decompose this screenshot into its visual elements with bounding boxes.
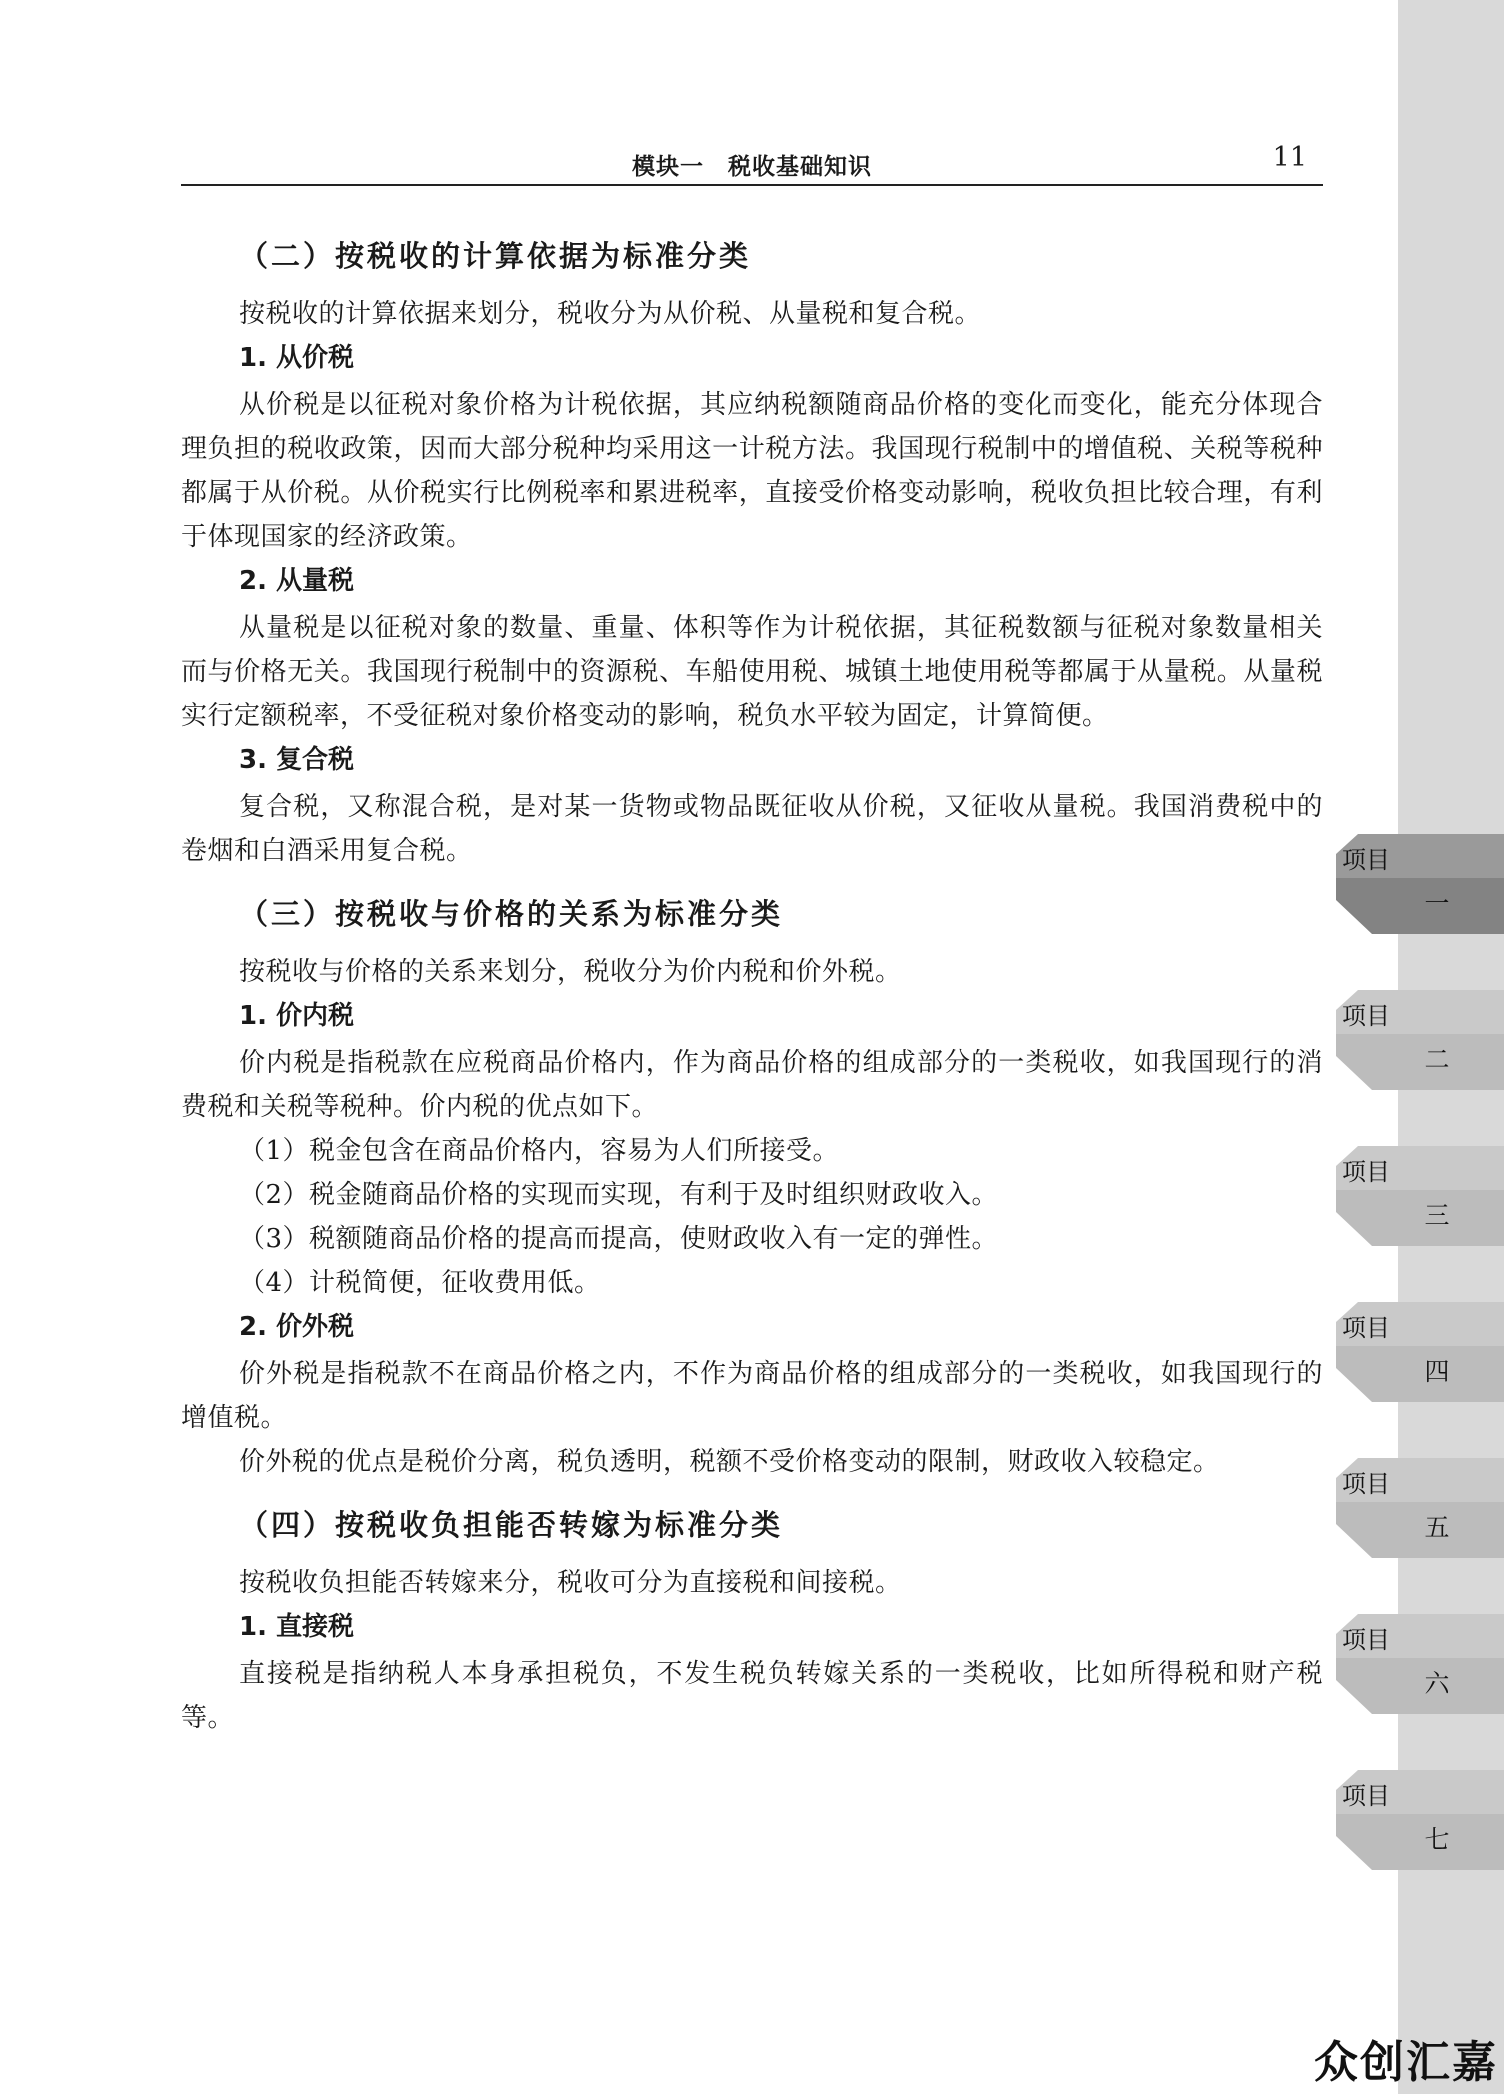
paragraph: 从量税是以征税对象的数量、重量、体积等作为计税依据，其征税数额与征税对象数量相关而与价格无关。我国现行税制中的资源税、车船使用税、城镇土地使用税等都属于从量税。从量税实行定额税率，不受征税对象价格变动的影响，税负水平较为固定，计算简便。 — [181, 613, 1323, 731]
subsection-title: 1. 价内税 — [239, 1001, 355, 1031]
side-tab-project-6[interactable] — [1336, 1614, 1504, 1714]
subsection-title: 3. 复合税 — [239, 745, 355, 775]
list-item: （1）税金包含在商品价格内，容易为人们所接受。 — [239, 1136, 840, 1166]
section-heading: （四）按税收负担能否转嫁为标准分类 — [239, 1508, 784, 1542]
section-intro: 按税收负担能否转嫁来分，税收可分为直接税和间接税。 — [239, 1568, 902, 1598]
paragraph: 直接税是指纳税人本身承担税负，不发生税负转嫁关系的一类税收，比如所得税和财产税等。 — [181, 1659, 1323, 1733]
side-tab-label: 项目 — [1342, 1626, 1390, 1654]
subsection-title: 1. 从价税 — [239, 343, 355, 373]
side-tab-project-3[interactable] — [1336, 1146, 1504, 1246]
paragraph: 复合税，又称混合税，是对某一货物或物品既征收从价税，又征收从量税。我国消费税中的卷烟和白酒采用复合税。 — [181, 792, 1323, 866]
side-tab-project-1[interactable] — [1336, 834, 1504, 934]
side-tab-number: 一 — [1424, 889, 1450, 918]
subsection-title: 2. 从量税 — [239, 566, 355, 596]
side-tab-project-2[interactable] — [1336, 990, 1504, 1090]
paragraph: 价内税是指税款在应税商品价格内，作为商品价格的组成部分的一类税收，如我国现行的消费税和关税等税种。价内税的优点如下。 — [181, 1048, 1323, 1122]
side-tab-label: 项目 — [1342, 1002, 1390, 1030]
side-tab-label: 项目 — [1342, 1158, 1390, 1186]
side-tab-number: 七 — [1424, 1825, 1450, 1854]
page-content — [181, 230, 1323, 1740]
side-tab-project-4[interactable] — [1336, 1302, 1504, 1402]
paragraph: 价外税是指税款不在商品价格之内，不作为商品价格的组成部分的一类税收，如我国现行的增值税。 — [181, 1359, 1323, 1433]
side-tab-label: 项目 — [1342, 1314, 1390, 1342]
header-title: 模块一 税收基础知识 — [632, 154, 872, 180]
side-tab-number: 三 — [1424, 1201, 1450, 1230]
page-number: 11 — [1272, 142, 1307, 173]
watermark-logo: 众创汇嘉 — [1314, 2037, 1498, 2088]
side-tab-number: 五 — [1424, 1513, 1450, 1542]
side-tab-label: 项目 — [1342, 1782, 1390, 1810]
side-tab-label: 项目 — [1342, 1470, 1390, 1498]
side-tab-number: 四 — [1424, 1357, 1450, 1386]
running-header — [181, 140, 1323, 186]
side-tab-label: 项目 — [1342, 846, 1390, 874]
paragraph: 价外税的优点是税价分离，税负透明，税额不受价格变动的限制，财政收入较稳定。 — [239, 1447, 1220, 1477]
side-tab-number: 二 — [1424, 1045, 1450, 1074]
paragraph: 从价税是以征税对象价格为计税依据，其应纳税额随商品价格的变化而变化，能充分体现合理负担的税收政策，因而大部分税种均采用这一计税方法。我国现行税制中的增值税、关税等税种都属于从价税。从价税实行比例税率和累进税率，直接受价格变动影响，税收负担比较合理，有利于体现国家的经济政策。 — [181, 390, 1323, 552]
side-tab-project-7[interactable] — [1336, 1770, 1504, 1870]
list-item: （2）税金随商品价格的实现而实现，有利于及时组织财政收入。 — [239, 1180, 999, 1210]
section-intro: 按税收的计算依据来划分，税收分为从价税、从量税和复合税。 — [239, 299, 982, 329]
section-heading: （三）按税收与价格的关系为标准分类 — [239, 897, 784, 931]
section-by-tax-base — [181, 230, 1323, 873]
side-tab-project-5[interactable] — [1336, 1458, 1504, 1558]
section-intro: 按税收与价格的关系来划分，税收分为价内税和价外税。 — [239, 957, 902, 987]
side-tab-number: 六 — [1424, 1669, 1450, 1698]
list-item: （3）税额随商品价格的提高而提高，使财政收入有一定的弹性。 — [239, 1224, 999, 1254]
subsection-title: 2. 价外税 — [239, 1312, 355, 1342]
section-heading: （二）按税收的计算依据为标准分类 — [239, 239, 752, 273]
section-by-burden-shifting — [181, 1499, 1323, 1740]
list-item: （4）计税简便，征收费用低。 — [239, 1268, 601, 1298]
subsection-title: 1. 直接税 — [239, 1612, 355, 1642]
section-by-price-relation — [181, 888, 1323, 1484]
